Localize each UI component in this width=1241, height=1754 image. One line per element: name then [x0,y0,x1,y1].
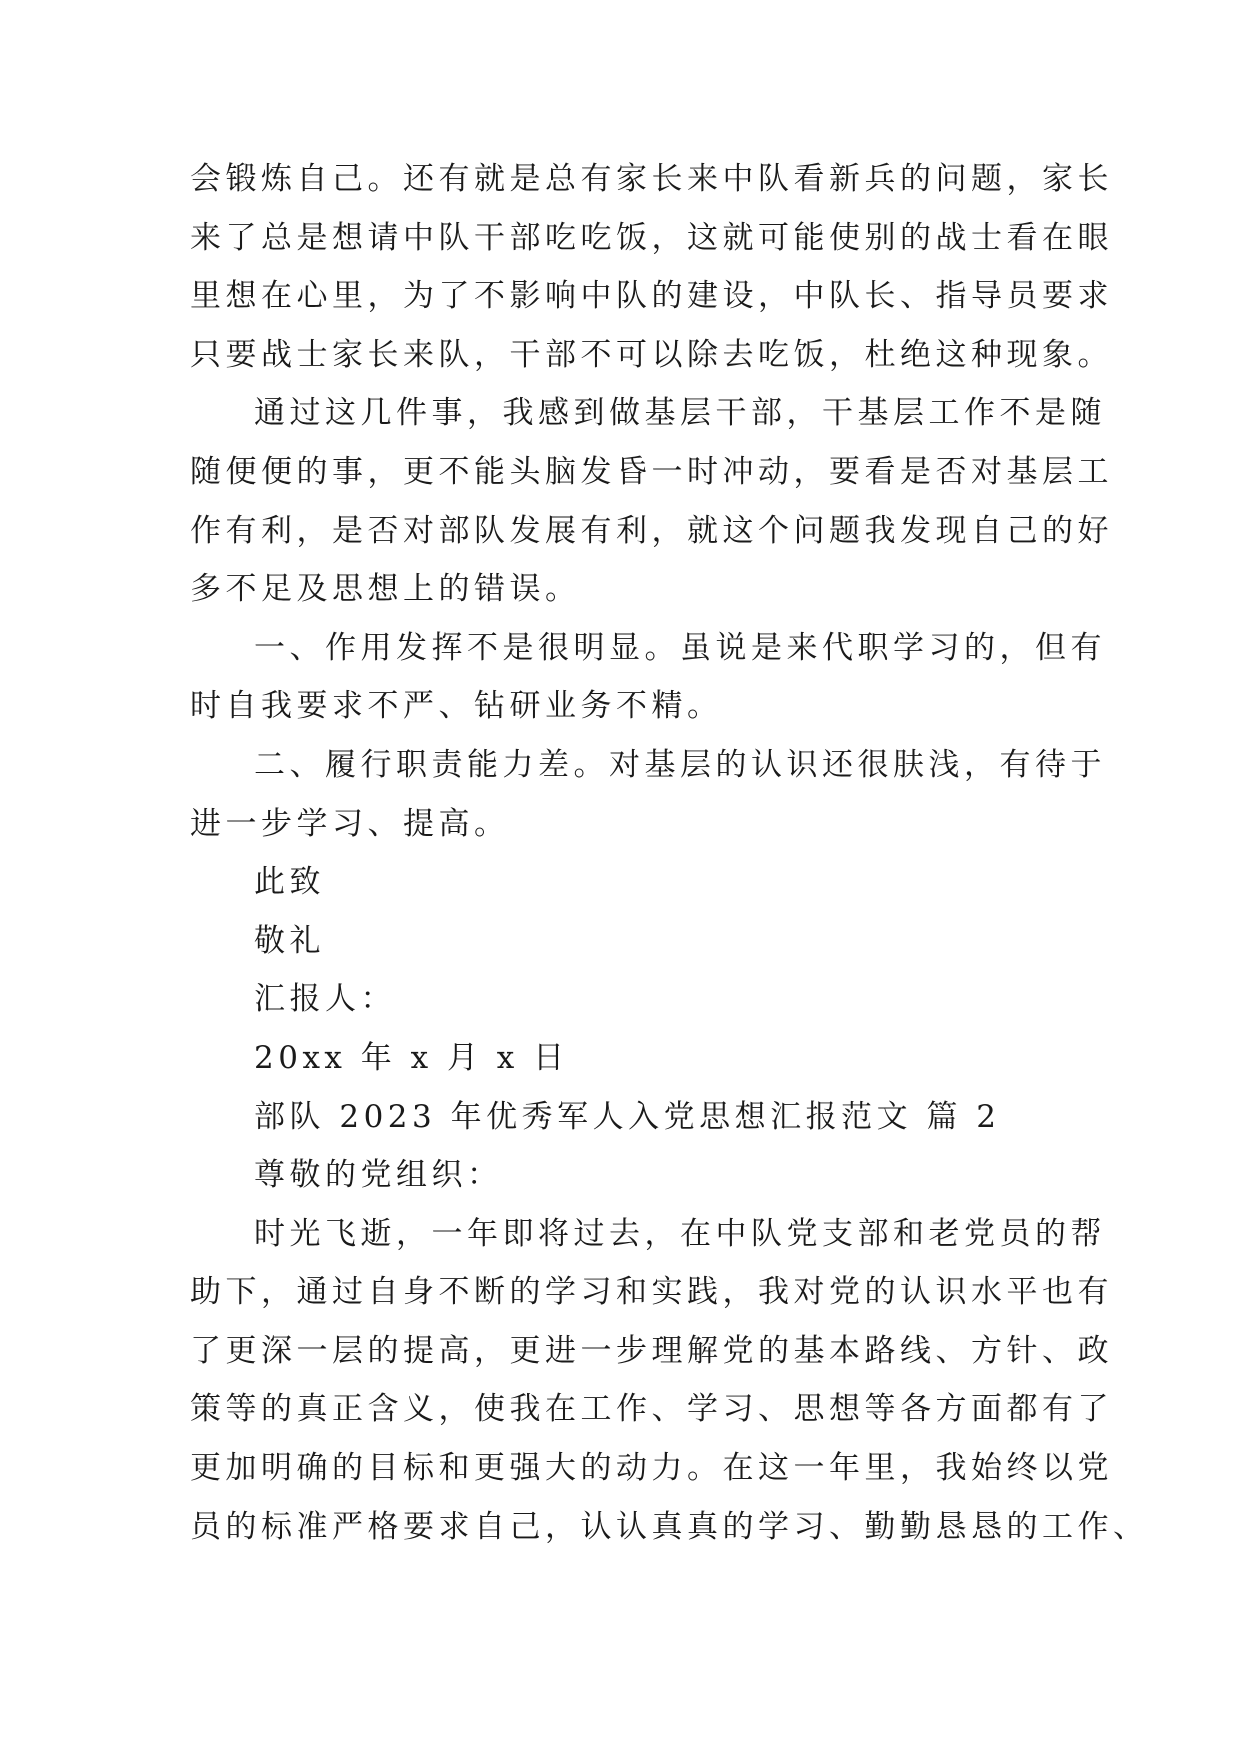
paragraph-4 [190,736,1106,853]
section-title [190,1088,1050,1147]
reporter-line [190,970,1050,1029]
text-line: 部队 2023 年优秀军人入党思想汇报范文 篇 2 [254,1098,1001,1135]
text-line: 了更深一层的提高，更进一步理解党的基本路线、方针、政 [190,1332,1113,1369]
text-line: 尊敬的党组织： [254,1157,503,1194]
date-line [190,1029,1050,1088]
text-line: 通过这几件事，我感到做基层干部，干基层工作不是随 [254,395,1106,432]
text-line: 敬礼 [254,922,325,959]
text-line: 汇报人： [254,981,396,1018]
text-line: 来了总是想请中队干部吃吃饭，这就可能使别的战士看在眼 [190,219,1113,256]
text-line: 员的标准严格要求自己，认认真真的学习、勤勤恳恳的工作、 [190,1508,1149,1545]
text-line: 20xx 年 x 月 x 日 [254,1039,569,1076]
text-line: 策等的真正含义，使我在工作、学习、思想等各方面都有了 [190,1391,1113,1428]
text-line: 随便便的事，更不能头脑发昏一时冲动，要看是否对基层工 [190,453,1113,490]
text-line: 只要战士家长来队，干部不可以除去吃饭，杜绝这种现象。 [190,336,1113,373]
closing-ci-zhi [190,853,1050,912]
text-line: 多不足及思想上的错误。 [190,571,581,608]
text-line: 会锻炼自己。还有就是总有家长来中队看新兵的问题，家长 [190,161,1113,197]
text-line: 一、作用发挥不是很明显。虽说是来代职学习的，但有 [254,629,1106,666]
paragraph-5 [190,1205,1149,1557]
text-line: 更加明确的目标和更强大的动力。在这一年里，我始终以党 [190,1450,1113,1487]
closing-jing-li [190,912,1050,971]
paragraph-2 [190,384,1113,618]
text-line: 作有利，是否对部队发展有利，就这个问题我发现自己的好 [190,512,1113,549]
text-line: 时光飞逝，一年即将过去，在中队党支部和老党员的帮 [254,1215,1106,1252]
text-line: 二、履行职责能力差。对基层的认识还很肤浅，有待于 [254,746,1106,783]
salutation [190,1146,1050,1205]
text-line: 此致 [254,864,325,901]
text-line: 助下，通过自身不断的学习和实践，我对党的认识水平也有 [190,1274,1113,1311]
text-line: 时自我要求不严、钻研业务不精。 [190,688,723,725]
text-line: 里想在心里，为了不影响中队的建设，中队长、指导员要求 [190,278,1113,315]
paragraph-1 [190,150,1113,384]
text-line: 进一步学习、提高。 [190,805,510,842]
document-body [190,150,1149,1556]
paragraph-3 [190,619,1106,736]
